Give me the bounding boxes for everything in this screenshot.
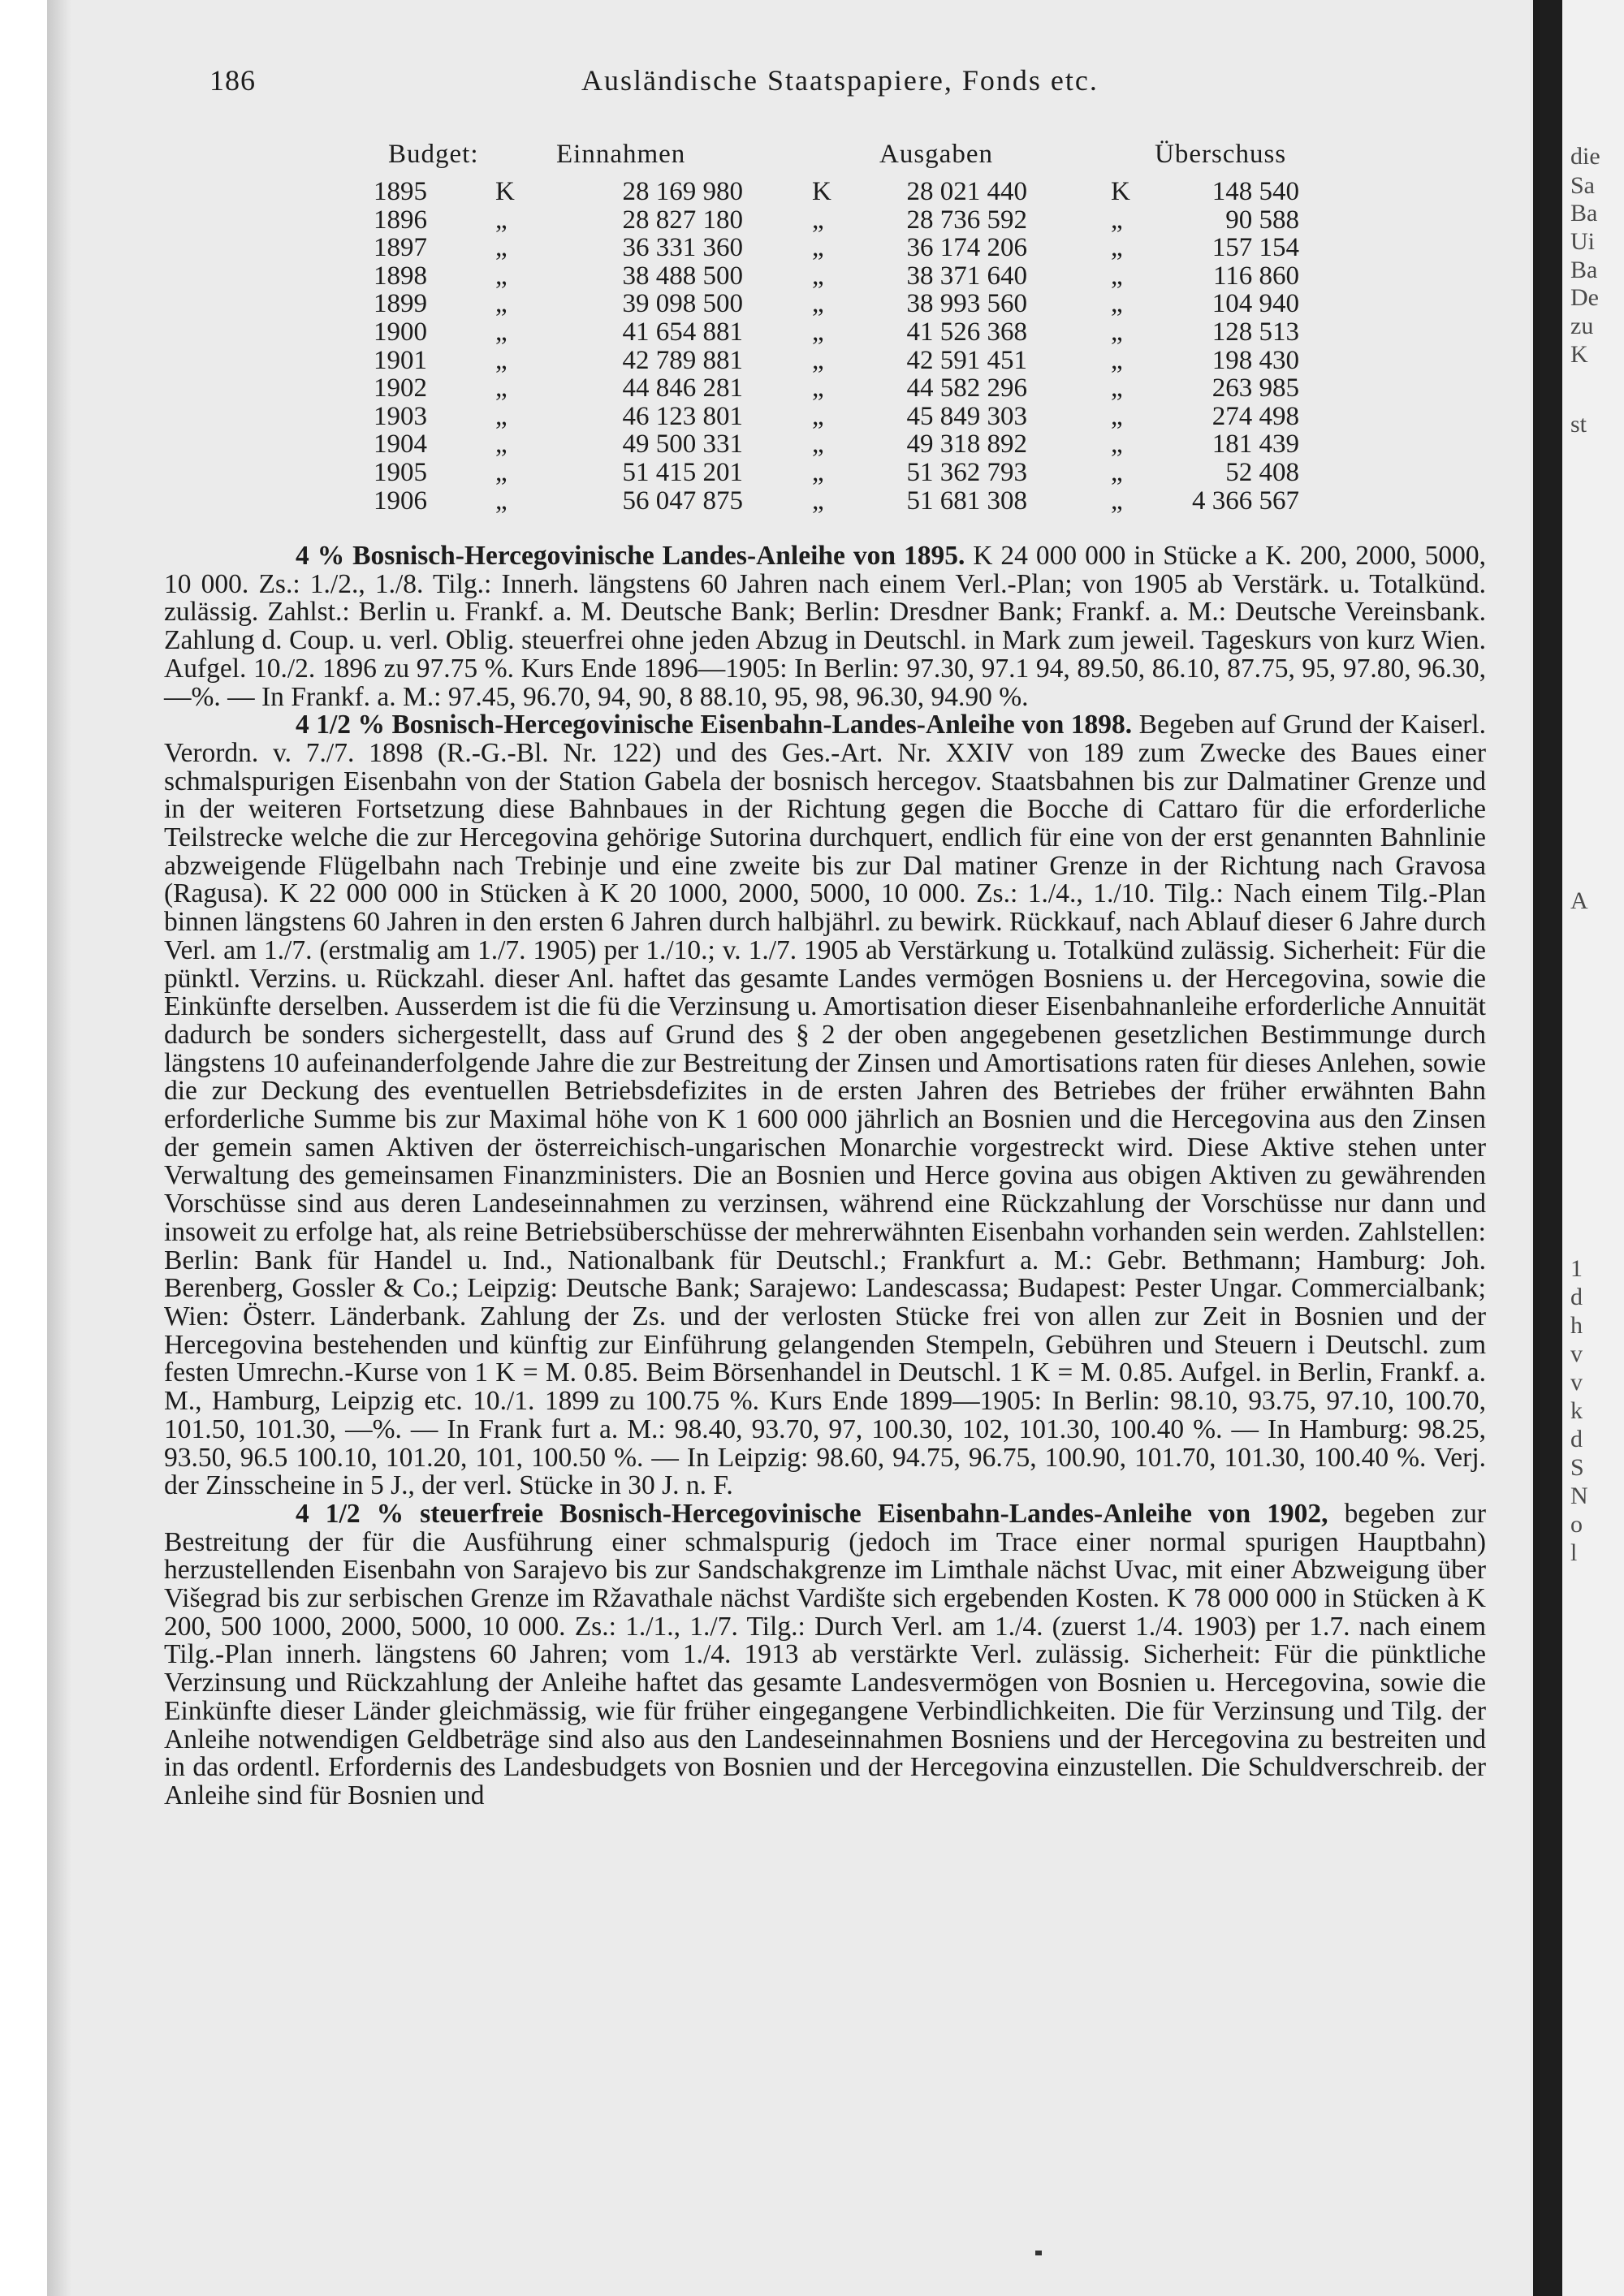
expenses-prefix: „ [812,289,824,319]
surplus-value: 274 498 [1212,401,1299,431]
expenses-value: 36 174 206 [906,233,1027,263]
running-title: Ausländische Staatspapiere, Fonds etc. [581,64,1099,97]
expenses-value: 51 681 308 [906,486,1027,516]
income-prefix: „ [495,261,508,291]
income-prefix: „ [495,458,508,487]
section-railway-loan-1902 [164,1500,1486,1810]
budget-year: 1895 [374,177,427,206]
section-railway-loan-1898 [164,711,1486,1500]
budget-year: 1897 [374,233,427,263]
surplus-prefix: „ [1111,373,1123,404]
section-text: begeben zur Bestreitung der für die Ausführung einer schmalspurig (jedoch im Trace einer normal spurigen Hauptbahn) herzustellenden Eisenbahn von Sarajevo bis zur Sandschakgrenze im Limthale nächst Uvac, mit einer Abzweigung über Višegrad bis zur serbischen Grenze im Ržavathale nächst Vardište sich ergebenden Kosten. K 78 000 000 in Stücken à K 200, 500 1000, 2000, 5000, 10 000. Zs.: 1./1., 1./7. Tilg.: Durch Verl. am 1./4. (zuerst 1./4. 1903) per 1.7. nach einem Tilg.-Plan innerh. längstens 60 Jahren; vom 1./4. 1913 ab verstärkte Verl. zulässig. Sicherheit: Für die pünktliche Verzinsung und Rückzahlung der Anleihe haftet das gesamte Landesvermögen von Bosnien u. Hercegovina, sowie die Einkünfte dieser Länder gleichmässig, wie für früher eingegangene Verbindlichkeiten. Die für Verzinsung und Tilg. der Anleihe notwendigen Geldbeträge sind also aus den Landeseinnahmen Bosniens und der Hercegovina zu bestreiten und in das ordentl. Erfordernis des Landesbudgets von Bosnien und der Hercegovina einzustellen. Die Schuldverschreib. der Anleihe sind für Bosnien und [164,1498,1486,1810]
surplus-value: 157 154 [1212,233,1299,263]
expenses-value: 45 849 303 [906,401,1027,431]
expenses-prefix: „ [812,401,824,431]
budget-year: 1906 [374,486,427,516]
column-header-income: Einnahmen [556,140,686,169]
income-value: 28 827 180 [622,205,743,235]
surplus-value: 90 588 [1225,205,1299,235]
budget-year: 1896 [374,205,427,235]
book-gutter [1533,0,1562,2296]
expenses-value: 49 318 892 [906,429,1027,460]
income-value: 41 654 881 [622,317,743,347]
expenses-prefix: K [812,177,831,206]
expenses-prefix: „ [812,458,824,487]
surplus-prefix: „ [1111,429,1123,460]
adjacent-page-fragment: l [1570,1539,1578,1566]
adjacent-page-fragment: Ui [1570,228,1595,255]
expenses-value: 28 021 440 [906,177,1027,206]
income-prefix: „ [495,233,508,263]
income-prefix: „ [495,205,508,235]
surplus-value: 181 439 [1212,429,1299,460]
adjacent-page-fragment: Ba [1570,200,1598,227]
adjacent-page-fragment: v [1570,1340,1583,1367]
surplus-value: 198 430 [1212,345,1299,375]
section-text: K 24 000 000 in Stücke a K. 200, 2000, 5000, 10 000. Zs.: 1./2., 1./8. Tilg.: Innerh. längstens 60 Jahren nach einem Verl.-Plan; von 1905 ab Verstärk. u. Totalkünd. zulässig. Zahlst.: Berlin u. Frankf. a. M. Deutsche Bank; Berlin: Dresdner Bank; Frankf. a. M.: Deutsche Vereinsbank. Zahlung d. Coup. u. verl. Oblig. steuerfrei ohne jeden Abzug in Deutschl. in Mark zum jeweil. Tageskurs von kurz Wien. Aufgel. 10./2. 1896 zu 97.75 %. Kurs Ende 1896—1905: In Berlin: 97.30, 97.1 94, 89.50, 86.10, 87.75, 95, 97.80, 96.30, —%. — In Frankf. a. M.: 97.45, 96.70, 94, 90, 8 88.10, 95, 98, 96.30, 94.90 %. [164,541,1486,712]
budget-year: 1899 [374,289,427,319]
surplus-value: 116 860 [1212,261,1299,291]
expenses-prefix: „ [812,261,824,291]
surplus-prefix: „ [1111,317,1123,347]
expenses-value: 44 582 296 [906,373,1027,404]
expenses-prefix: „ [812,429,824,460]
income-prefix: „ [495,373,508,404]
adjacent-page-fragment: A [1570,887,1588,914]
income-value: 28 169 980 [622,177,743,206]
budget-year: 1900 [374,317,427,347]
adjacent-page-fragment: De [1570,284,1599,311]
adjacent-page-fragment: die [1570,143,1600,170]
expenses-prefix: „ [812,486,824,516]
expenses-prefix: „ [812,373,824,404]
column-header-budget: Budget: [388,140,479,169]
adjacent-page-fragment: v [1570,1369,1583,1396]
budget-year: 1902 [374,373,427,404]
adjacent-page-fragment: K [1570,341,1588,368]
surplus-value: 52 408 [1225,458,1299,487]
surplus-value: 148 540 [1212,177,1299,206]
income-value: 36 331 360 [622,233,743,263]
surplus-prefix: „ [1111,401,1123,431]
expenses-value: 38 993 560 [906,289,1027,319]
income-value: 49 500 331 [622,429,743,460]
adjacent-page-fragment: 1 [1570,1255,1583,1282]
surplus-prefix: „ [1111,261,1123,291]
income-value: 46 123 801 [622,401,743,431]
adjacent-page-edge [1562,0,1624,2296]
income-prefix: „ [495,289,508,319]
income-prefix: „ [495,401,508,431]
income-prefix: „ [495,486,508,516]
expenses-value: 28 736 592 [906,205,1027,235]
budget-year: 1903 [374,401,427,431]
income-value: 38 488 500 [622,261,743,291]
section-heading: 4 % Bosnisch-Hercegovinische Landes-Anleihe von 1895. [296,541,965,571]
expenses-prefix: „ [812,205,824,235]
surplus-value: 104 940 [1212,289,1299,319]
income-prefix: K [495,177,515,206]
surplus-value: 128 513 [1212,317,1299,347]
page-edge-shadow [47,0,71,2296]
adjacent-page-fragment: Ba [1570,257,1598,283]
adjacent-page-fragment: zu [1570,313,1594,339]
surplus-prefix: K [1111,177,1130,206]
adjacent-page-fragment: d [1570,1426,1583,1452]
income-value: 51 415 201 [622,458,743,487]
section-loan-1895 [164,542,1486,711]
adjacent-page-fragment: o [1570,1511,1583,1538]
adjacent-page-fragment: h [1570,1312,1583,1339]
budget-year: 1901 [374,345,427,375]
section-heading: 4 1/2 % steuerfreie Bosnisch-Hercegovinische Eisenbahn-Landes-Anleihe von 1902, [296,1498,1328,1529]
expenses-value: 41 526 368 [906,317,1027,347]
surplus-prefix: „ [1111,486,1123,516]
adjacent-page-fragment: d [1570,1284,1583,1310]
surplus-prefix: „ [1111,289,1123,319]
surplus-prefix: „ [1111,458,1123,487]
page-number: 186 [209,64,256,97]
expenses-prefix: „ [812,233,824,263]
budget-year: 1905 [374,458,427,487]
income-prefix: „ [495,317,508,347]
adjacent-page-fragment: k [1570,1397,1583,1424]
adjacent-page-fragment: S [1570,1454,1584,1481]
ink-speck [1035,2251,1042,2255]
budget-year: 1904 [374,429,427,460]
income-value: 42 789 881 [622,345,743,375]
income-prefix: „ [495,345,508,375]
section-text: Begeben auf Grund der Kaiserl. Verordn. v. 7./7. 1898 (R.-G.-Bl. Nr. 122) und des Ges.-Art. Nr. XXIV von 189 zum Zwecke des Baues einer schmalspurigen Eisenbahn von der Station Gabela der bosnisch hercegov. Staatsbahnen bis zur Dalmatiner Grenze und in der weiteren Fortsetzung diese Bahnbaues in der Richtung gegen die Bocche di Cattaro für die erforderliche Teilstrecke welche die zur Hercegovina gehörige Sutorina durchquert, endlich für eine von der erst genannten Bahnlinie abzweigende Flügelbahn nach Trebinje und eine zweite bis zur Dal matiner Grenze in der Richtung nach Gravosa (Ragusa). K 22 000 000 in Stücken à K 20 1000, 2000, 5000, 10 000. Zs.: 1./4., 1./10. Tilg.: Nach einem Tilg.-Plan binnen längstens 60 Jahren in den ersten 6 Jahren durch halbjährl. zu bewirk. Rückkauf, nach Ablauf dieser 6 Jahre durch Verl. am 1./7. (erstmalig am 1./7. 1905) per 1./10.; v. 1./7. 1905 ab Verstärkung u. Totalkünd zulässig. Sicherheit: Für die pünktl. Verzins. u. Rückzahl. dieser Anl. haftet das gesamte Landes vermögen Bosniens u. der Hercegovina, sowie die Einkünfte derselben. Ausserdem ist die fü die Verzinsung u. Amortisation dieser Eisenbahnanleihe erforderliche Annuität dadurch be sonders sichergestellt, dass auf Grund des § 2 der oben angegebenen gesetzlichen Bestimmunge durch längstens 10 aufeinanderfolgende Jahre die zur Bestreitung der Zinsen und Amortisations raten für dieses Anlehen, sowie die zur Deckung des eventuellen Betriebsdefizites in de ersten Jahren des Betriebes der früher erwähnten Bahn erforderliche Summe bis zur Maximal höhe von K 1 600 000 jährlich an Bosnien und die Hercegovina aus den Zinsen der gemein samen Aktiven der österreichisch-ungarischen Monarchie vorgestreckt wird. Diese Aktive stehen unter Verwaltung des gemeinsamen Finanzministers. Die an Bosnien und Herce govina aus obigen Aktiven zu gewährenden Vorschüsse sind aus deren Landeseinnahmen zu verzinsen, während eine Rückzahlung der Vorschüsse nur dann und insoweit zu erfolge hat, als reine Betriebsüberschüsse der mehrerwähnten Eisenbahn vorhanden sein werden. Zahlstellen: Berlin: Bank für Handel u. Ind., Nationalbank für Deutschl.; Frankfurt a. M.: Gebr. Bethmann; Hamburg: Joh. Berenberg, Gossler & Co.; Leipzig: Deutsche Bank; Sarajewo: Landescassa; Budapest: Pester Ungar. Commercialbank; Wien: Österr. Länderbank. Zahlung der Zs. und der verlosten Stücke frei von allen zur Zeit in Bosnien und der Hercegovina bestehenden und künftig zur Einführung gelangenden Stempeln, Gebühren und Steuern i Deutschl. zum festen Umrechn.-Kurse von 1 K = M. 0.85. Beim Börsenhandel in Deutschl. 1 K = M. 0.85. Aufgel. in Berlin, Frankf. a. M., Hamburg, Leipzig etc. 10./1. 1899 zu 100.75 %. Kurs Ende 1899—1905: In Berlin: 98.10, 93.75, 97.10, 100.70, 101.50, 101.30, —%. — In Frank furt a. M.: 98.40, 93.70, 97, 100.30, 102, 101.30, 100.40 %. — In Hamburg: 98.25, 93.50, 96.5 100.10, 101.20, 101, 100.50 %. — In Leipzig: 98.60, 94.75, 96.75, 100.90, 101.70, 101.30, 100.40 %. Verj. der Zinsscheine in 5 J., der verl. Stücke in 30 J. n. F. [164,710,1486,1501]
expenses-value: 42 591 451 [906,345,1027,375]
expenses-value: 51 362 793 [906,458,1027,487]
expenses-prefix: „ [812,345,824,375]
column-header-expenses: Ausgaben [879,140,993,169]
section-heading: 4 1/2 % Bosnisch-Hercegovinische Eisenbahn-Landes-Anleihe von 1898. [296,710,1133,740]
column-header-surplus: Überschuss [1155,140,1287,169]
income-value: 56 047 875 [622,486,743,516]
article-body [164,542,1486,1810]
adjacent-page-fragment: N [1570,1482,1588,1509]
income-prefix: „ [495,429,508,460]
surplus-value: 4 366 567 [1192,486,1299,516]
adjacent-page-fragment: st [1570,411,1587,438]
budget-year: 1898 [374,261,427,291]
income-value: 39 098 500 [622,289,743,319]
surplus-prefix: „ [1111,345,1123,375]
surplus-prefix: „ [1111,233,1123,263]
surplus-prefix: „ [1111,205,1123,235]
surplus-value: 263 985 [1212,373,1299,404]
expenses-prefix: „ [812,317,824,347]
adjacent-page-fragment: Sa [1570,172,1595,199]
income-value: 44 846 281 [622,373,743,404]
expenses-value: 38 371 640 [906,261,1027,291]
